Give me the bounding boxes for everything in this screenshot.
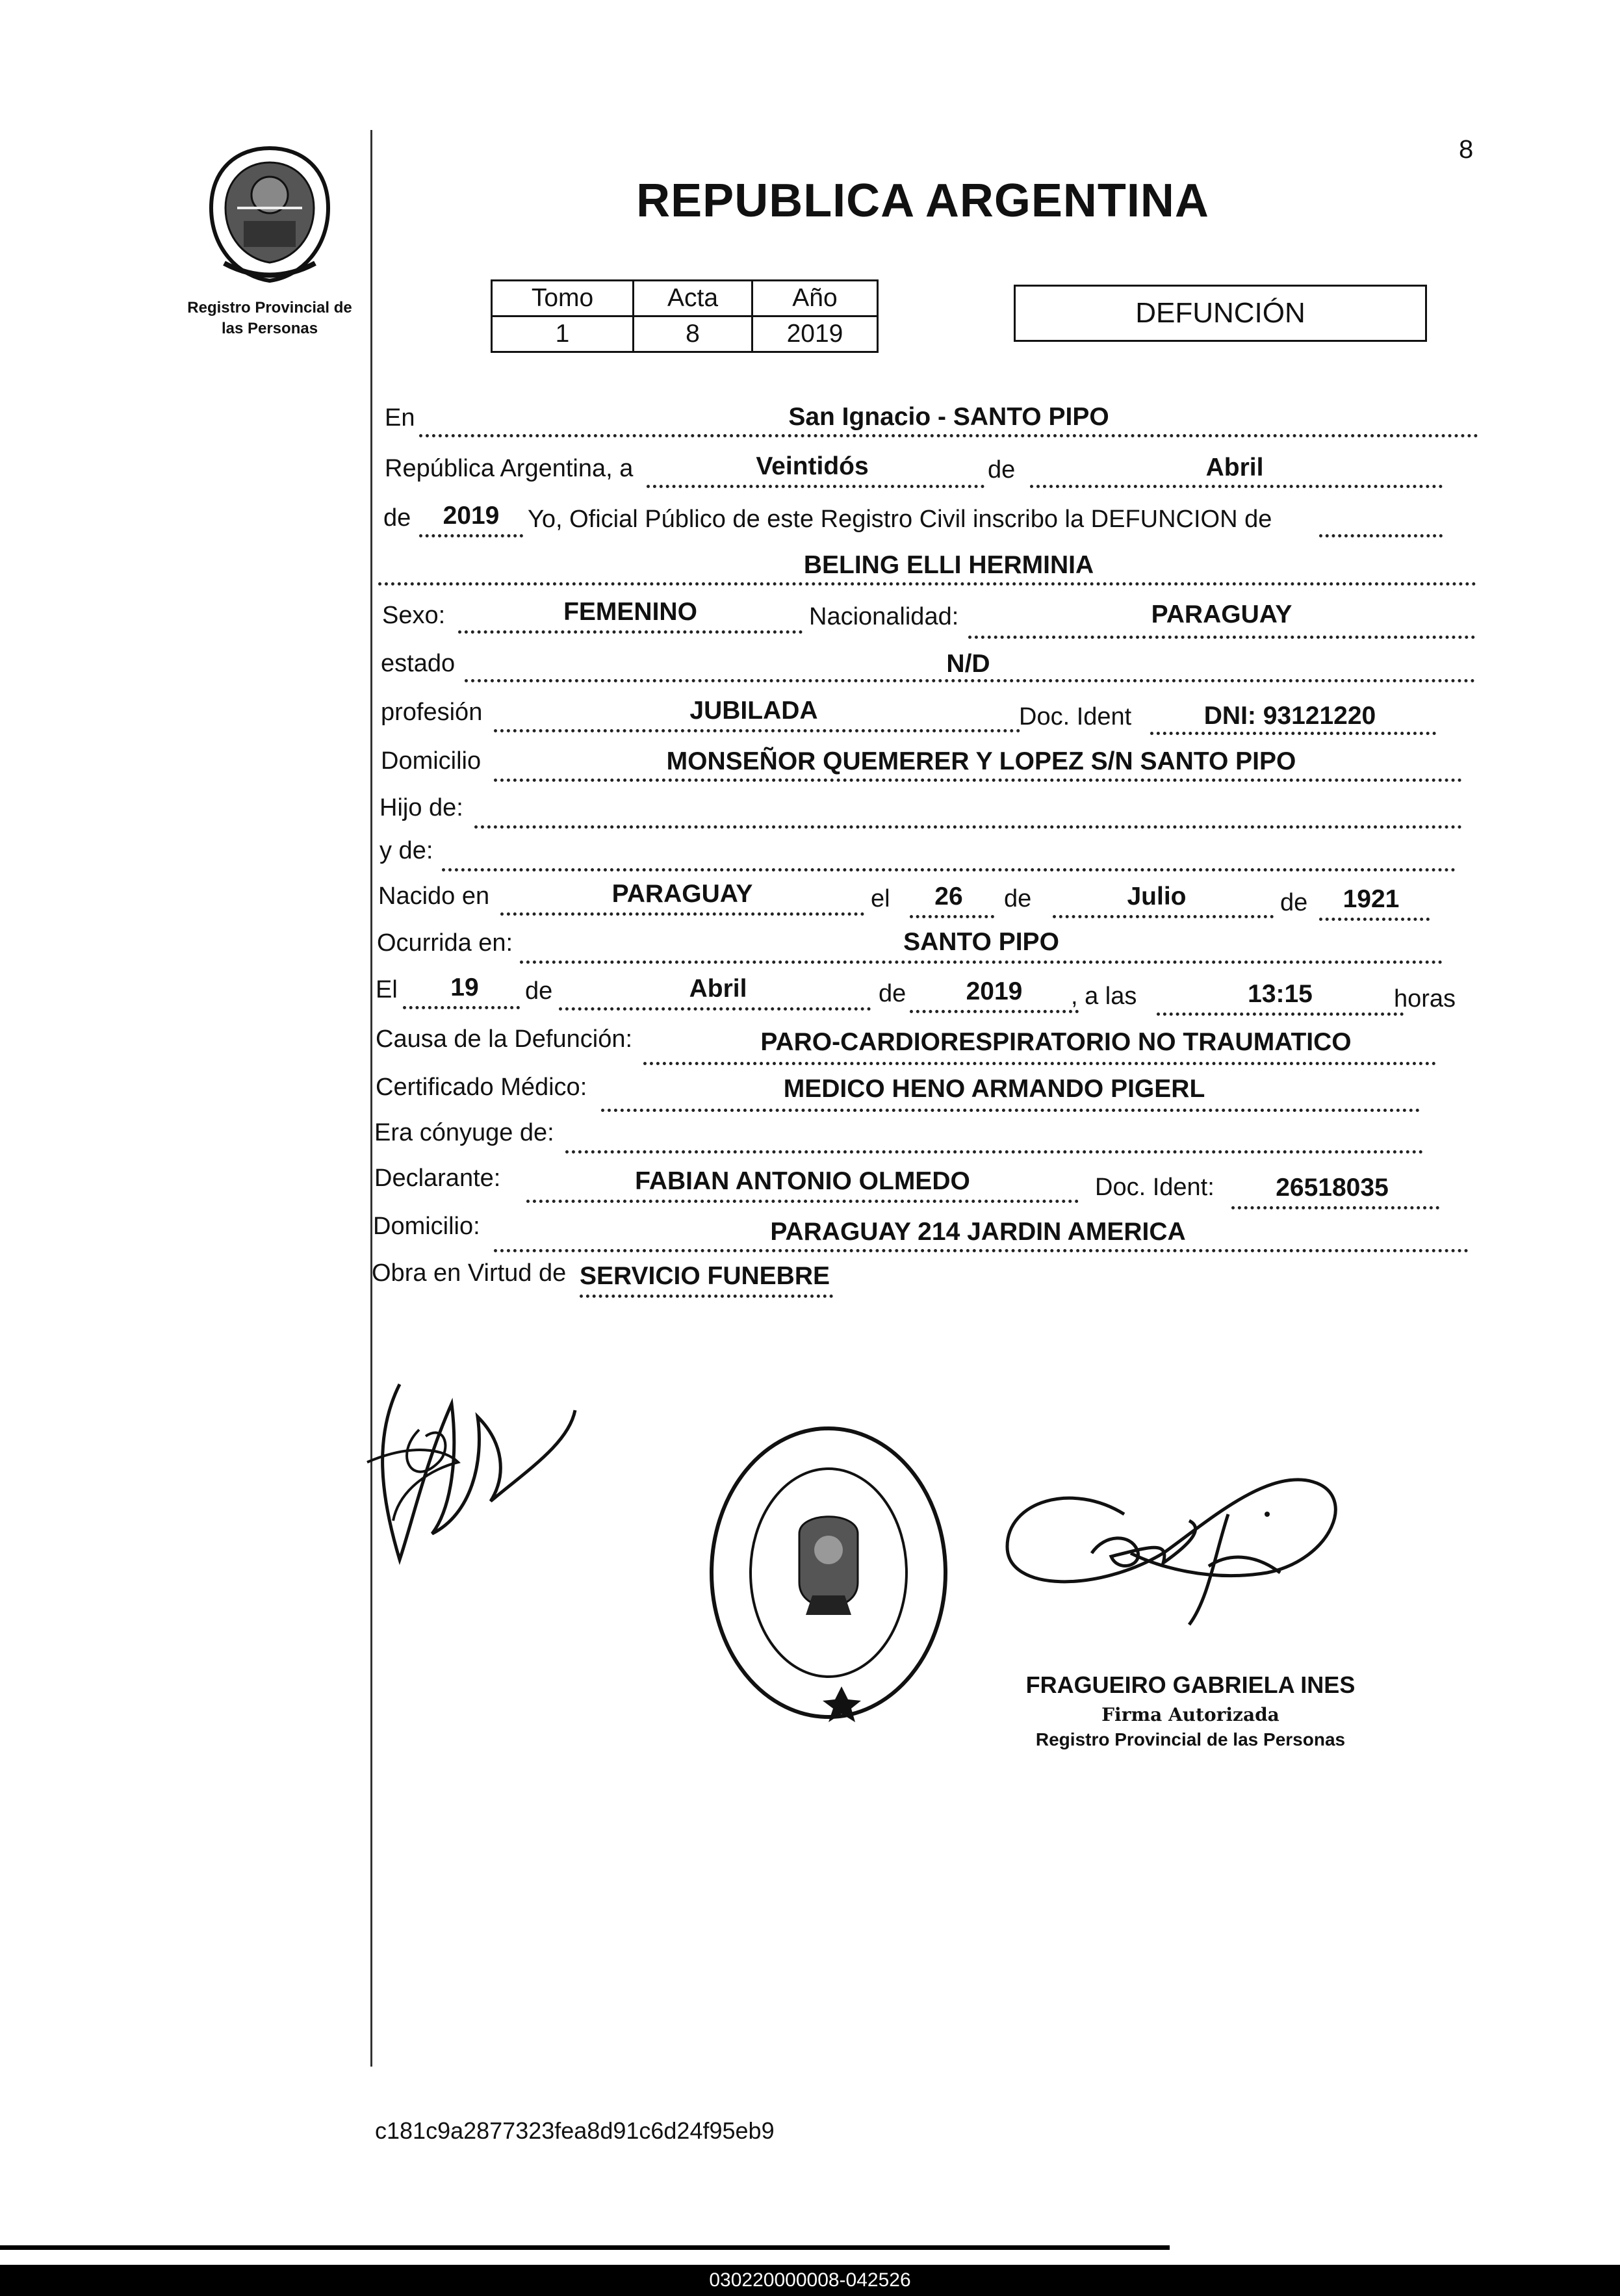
label-de: de — [988, 456, 1016, 484]
official-stamp — [702, 1420, 955, 1729]
label-el: el — [871, 885, 890, 912]
value-declarante: FABIAN ANTONIO OLMEDO — [635, 1167, 970, 1195]
table-value-tomo: 1 — [492, 316, 634, 352]
left-margin-line — [370, 130, 372, 2067]
footer-rule — [0, 2245, 1170, 2250]
label-obra: Obra en Virtud de — [372, 1259, 567, 1287]
value-domicilio: MONSEÑOR QUEMERER Y LOPEZ S/N SANTO PIPO — [666, 747, 1296, 775]
value-doc-ident-declarante: 26518035 — [1276, 1174, 1389, 1202]
document-hash: c181c9a2877323fea8d91c6d24f95eb9 — [375, 2117, 775, 2144]
dotted-line — [526, 1200, 1079, 1203]
signature-block — [1015, 1671, 1366, 1750]
label-el: El — [376, 976, 398, 1003]
label-de: de — [1004, 885, 1032, 912]
label-y-de: y de: — [379, 837, 433, 864]
dotted-line — [419, 534, 523, 537]
dotted-line — [643, 1062, 1436, 1065]
dotted-line — [494, 1249, 1469, 1252]
label-horas: horas — [1394, 985, 1456, 1013]
value-death-year: 2019 — [966, 977, 1023, 1005]
dotted-line — [1319, 918, 1430, 921]
label-causa: Causa de la Defunción: — [376, 1025, 633, 1053]
value-month-written: Abril — [1205, 454, 1264, 482]
label-ocurrida: Ocurrida en: — [377, 929, 513, 957]
dotted-line — [378, 582, 1476, 586]
page-number: 8 — [1459, 135, 1474, 164]
label-profesion: profesión — [381, 699, 483, 726]
value-birth-day: 26 — [934, 883, 963, 910]
org-name-line2: las Personas — [221, 320, 318, 337]
dotted-line — [601, 1109, 1420, 1112]
value-year: 2019 — [443, 502, 500, 530]
value-causa: PARO-CARDIORESPIRATORIO NO TRAUMATICO — [760, 1028, 1352, 1056]
dotted-line — [494, 779, 1462, 782]
value-en: San Ignacio - SANTO PIPO — [788, 403, 1109, 431]
label-de: de — [1280, 889, 1308, 916]
label-declarante: Declarante: — [374, 1165, 501, 1192]
signer-org: Registro Provincial de las Personas — [1035, 1729, 1346, 1749]
label-domicilio: Domicilio — [381, 747, 482, 775]
label-a-las: , a las — [1071, 983, 1137, 1010]
dotted-line — [647, 485, 984, 488]
label-nacido-en: Nacido en — [378, 883, 490, 910]
dotted-line — [474, 825, 1462, 829]
label-conyuge: Era cónyuge de: — [374, 1119, 554, 1146]
value-profesion: JUBILADA — [689, 697, 818, 725]
statement-text: Yo, Oficial Público de este Registro Civil inscribo la DEFUNCION de — [528, 506, 1272, 533]
value-birth-month: Julio — [1127, 883, 1187, 910]
dotted-line — [1150, 732, 1436, 735]
value-doc-ident: DNI: 93121220 — [1203, 702, 1376, 730]
label-doc-ident: Doc. Ident — [1019, 703, 1132, 730]
org-name — [162, 298, 377, 339]
dotted-line — [442, 868, 1456, 871]
table-header-ano: Año — [752, 281, 878, 316]
page-title: REPUBLICA ARGENTINA — [636, 175, 1209, 227]
label-de: de — [525, 977, 553, 1005]
label-republica: República Argentina, a — [385, 455, 634, 482]
value-birth-year: 1921 — [1343, 885, 1400, 913]
dotted-line — [465, 679, 1475, 682]
label-estado: estado — [381, 650, 456, 677]
dotted-line — [458, 630, 803, 634]
label-sexo: Sexo: — [382, 602, 446, 629]
label-de: de — [879, 980, 906, 1007]
value-death-time: 13:15 — [1248, 980, 1313, 1008]
table-value-ano: 2019 — [752, 316, 878, 352]
registry-table — [491, 279, 879, 353]
label-nacionalidad: Nacionalidad: — [809, 603, 959, 630]
dotted-line — [1053, 915, 1274, 918]
label-certificado: Certificado Médico: — [376, 1074, 587, 1101]
value-day-written: Veintidós — [756, 452, 869, 480]
value-estado: N/D — [946, 650, 990, 678]
label-doc-ident-declarante: Doc. Ident: — [1095, 1174, 1215, 1201]
value-ocurrida: SANTO PIPO — [903, 928, 1059, 956]
value-domicilio-declarante: PARAGUAY 214 JARDIN AMERICA — [770, 1218, 1186, 1246]
dotted-line — [910, 915, 994, 918]
table-value-acta: 8 — [634, 316, 752, 352]
value-nacionalidad: PARAGUAY — [1151, 600, 1292, 628]
value-certificado: MEDICO HENO ARMANDO PIGERL — [783, 1075, 1205, 1103]
signer-name: FRAGUEIRO GABRIELA INES — [1025, 1671, 1356, 1698]
dotted-line — [580, 1295, 833, 1298]
dotted-line — [403, 1006, 520, 1009]
dotted-line — [968, 636, 1475, 639]
dotted-line — [1231, 1206, 1439, 1209]
dotted-line — [1030, 485, 1443, 488]
dotted-line — [1319, 534, 1443, 537]
label-en: En — [385, 404, 415, 432]
label-domicilio-declarante: Domicilio: — [373, 1213, 480, 1240]
doc-type-box: DEFUNCIÓN — [1014, 285, 1427, 342]
table-header-acta: Acta — [634, 281, 752, 316]
dotted-line — [520, 961, 1443, 964]
declarante-signature — [354, 1365, 588, 1589]
label-de-year: de — [383, 504, 411, 532]
value-death-month: Abril — [689, 975, 747, 1003]
value-death-day: 19 — [450, 974, 479, 1001]
deceased-name: BELING ELLI HERMINIA — [803, 551, 1094, 579]
table-header-tomo: Tomo — [492, 281, 634, 316]
dotted-line — [910, 1010, 1079, 1013]
dotted-line — [1157, 1013, 1404, 1016]
value-nacido-place: PARAGUAY — [611, 880, 753, 908]
signer-role: Firma Autorizada — [1101, 1704, 1279, 1725]
dotted-line — [559, 1007, 871, 1011]
dotted-line — [565, 1150, 1423, 1154]
org-name-line1: Registro Provincial de — [187, 299, 352, 316]
dotted-line — [419, 434, 1478, 437]
label-hijo-de: Hijo de: — [379, 794, 463, 821]
dotted-line — [494, 729, 1020, 732]
footer-code: 030220000008-042526 — [0, 2265, 1620, 2296]
province-seal-logo — [205, 143, 335, 289]
value-sexo: FEMENINO — [563, 598, 697, 626]
authorized-signature — [994, 1443, 1358, 1641]
value-obra: SERVICIO FUNEBRE — [580, 1262, 830, 1290]
dotted-line — [500, 912, 864, 916]
